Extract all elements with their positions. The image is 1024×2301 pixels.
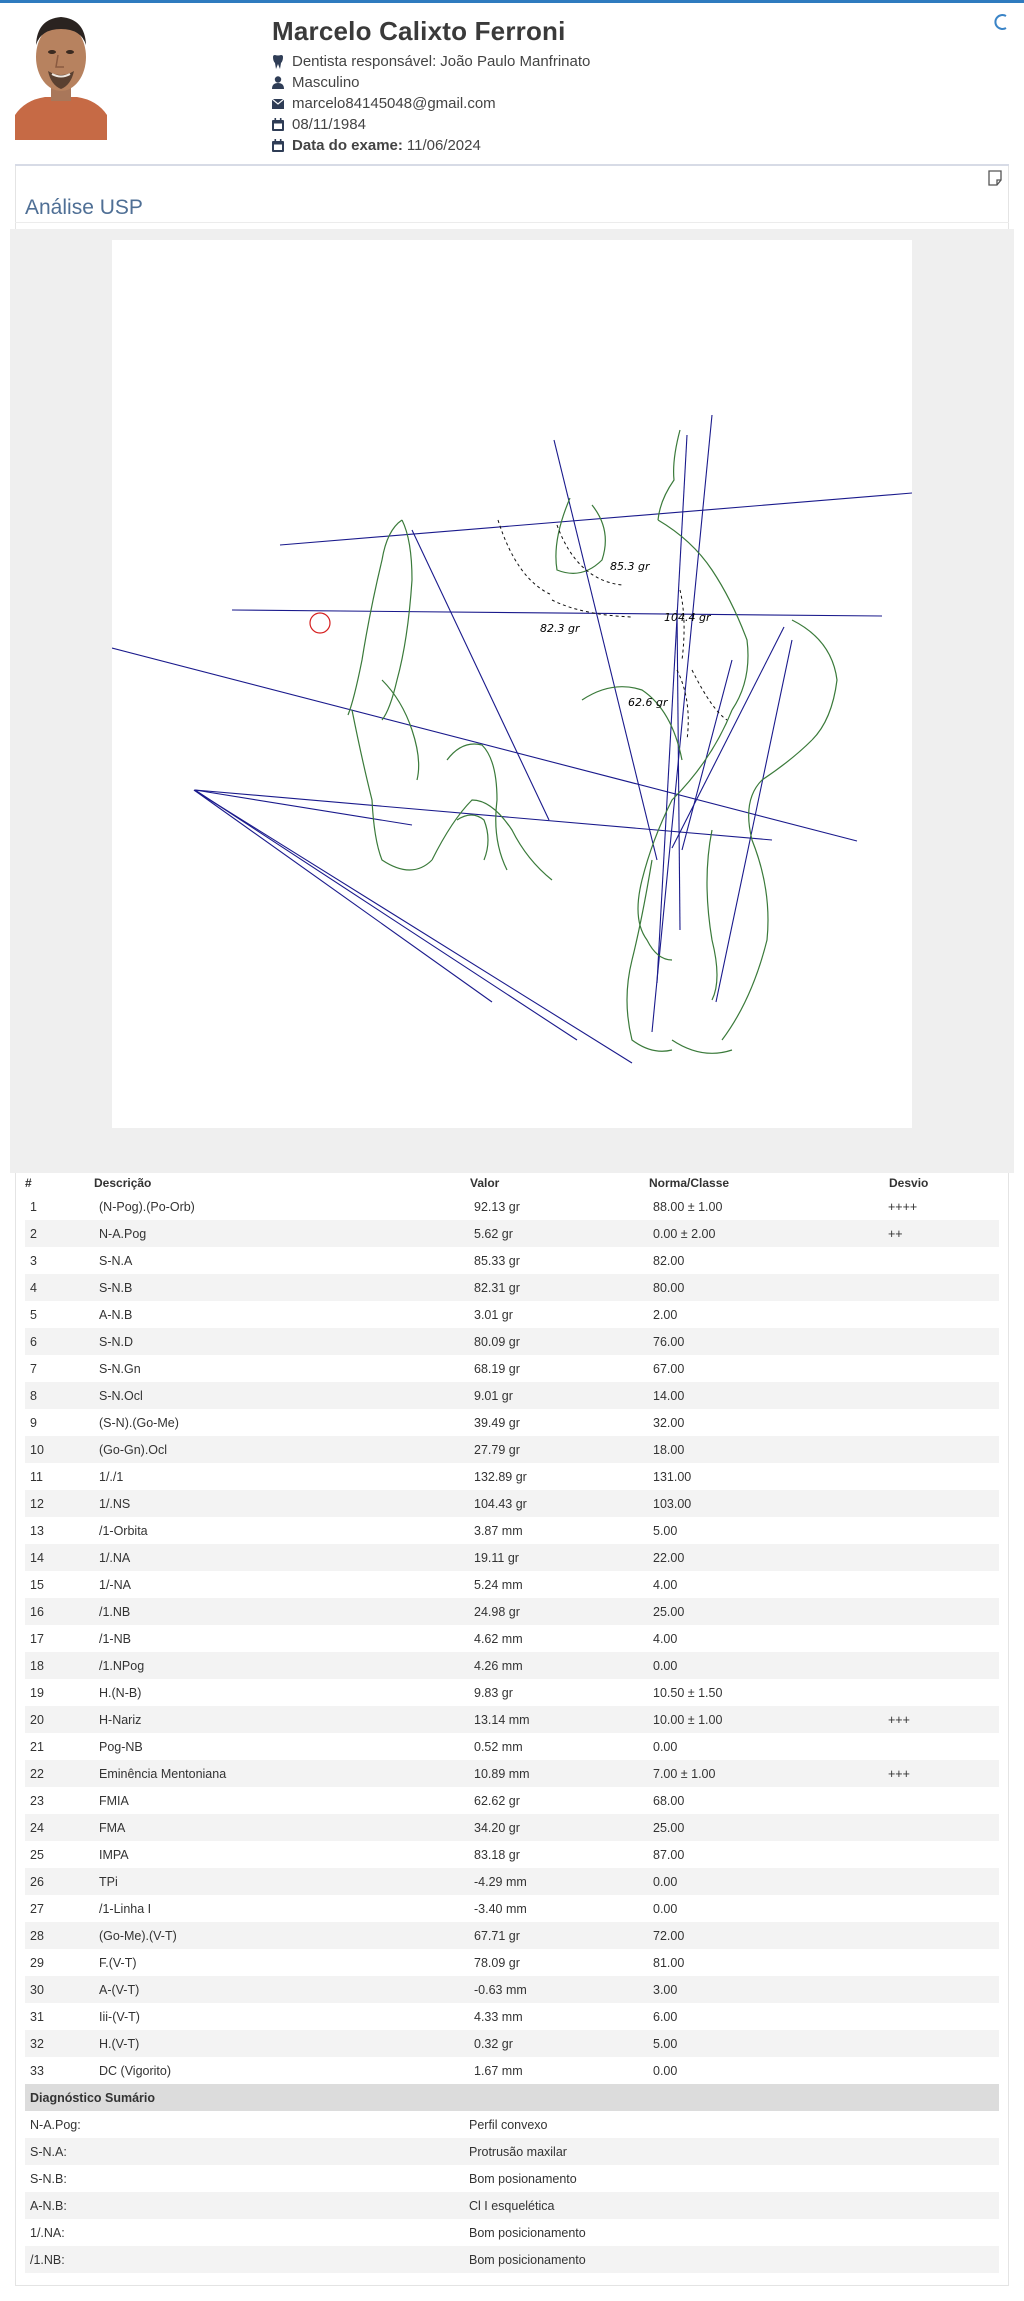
row-description: Pog-NB: [99, 1739, 143, 1754]
row-description: H-Nariz: [99, 1712, 142, 1727]
row-num: 14: [30, 1550, 44, 1565]
row-norm: 0.00: [653, 1658, 678, 1673]
row-norm: 0.00: [653, 1874, 678, 1889]
row-description: H.(N-B): [99, 1685, 142, 1700]
row-description: /1-Linha I: [99, 1901, 152, 1916]
row-num: 2: [30, 1226, 37, 1241]
diagnosis-measure: S-N.B:: [30, 2171, 67, 2186]
diagnosis-measure: /1.NB:: [30, 2252, 65, 2267]
row-num: 29: [30, 1955, 44, 1970]
row-norm: 14.00: [653, 1388, 685, 1403]
table-row: [25, 1733, 999, 1760]
row-value: 27.79 gr: [474, 1442, 520, 1457]
patient-email: marcelo84145048@gmail.com: [292, 95, 496, 112]
row-norm: 22.00: [653, 1550, 685, 1565]
calendar-icon: [272, 139, 290, 152]
row-value: 34.20 gr: [474, 1820, 520, 1835]
row-num: 4: [30, 1280, 37, 1295]
row-description: 1/.NA: [99, 1550, 131, 1565]
row-description: Eminência Mentoniana: [99, 1766, 227, 1781]
patient-sex: Masculino: [292, 74, 360, 91]
diagnosis-result: Bom posicionamento: [469, 2252, 586, 2267]
row-num: 27: [30, 1901, 44, 1916]
row-norm: 68.00: [653, 1793, 685, 1808]
table-row: [25, 1679, 999, 1706]
table-row: [25, 1382, 999, 1409]
row-description: A-N.B: [99, 1307, 133, 1322]
row-norm: 103.00: [653, 1496, 692, 1511]
row-description: TPi: [99, 1874, 118, 1889]
row-description: IMPA: [99, 1847, 129, 1862]
table-row: [25, 1841, 999, 1868]
row-value: 5.24 mm: [474, 1577, 523, 1592]
diagnosis-result: Bom posicionamento: [469, 2225, 586, 2240]
row-description: (Go-Me).(V-T): [99, 1928, 177, 1943]
dentist-line: [272, 51, 590, 72]
table-row: [25, 1922, 999, 1949]
tooth-icon: [272, 55, 290, 69]
row-value: 0.32 gr: [474, 2036, 513, 2051]
row-description: S-N.B: [99, 1280, 133, 1295]
row-value: 13.14 mm: [474, 1712, 530, 1727]
row-description: Iii-(V-T): [99, 2009, 140, 2024]
dentist-name: João Paulo Manfrinato: [440, 53, 591, 70]
row-num: 30: [30, 1982, 44, 1997]
patient-avatar: [15, 5, 107, 140]
row-description: /1.NB: [99, 1604, 131, 1619]
diagnosis-row: [25, 2165, 999, 2192]
diagnosis-body: [25, 2111, 999, 2273]
row-num: 12: [30, 1496, 44, 1511]
row-value: 9.83 gr: [474, 1685, 513, 1700]
sex-line: [272, 72, 590, 93]
diagnosis-row: [25, 2111, 999, 2138]
table-row: [25, 1895, 999, 1922]
row-num: 23: [30, 1793, 44, 1808]
cephalometric-tracing[interactable]: [112, 240, 912, 1128]
row-description: S-N.Gn: [99, 1361, 141, 1376]
row-value: 9.01 gr: [474, 1388, 513, 1403]
section-title: Análise USP: [25, 196, 143, 219]
row-value: -4.29 mm: [474, 1874, 527, 1889]
table-header: [25, 1173, 999, 1193]
row-num: 13: [30, 1523, 44, 1538]
header-norm: Norma/Classe: [649, 1176, 730, 1190]
edit-note-icon[interactable]: [988, 170, 1002, 186]
row-description: N-A.Pog: [99, 1226, 147, 1241]
diagnosis-measure: 1/.NA:: [30, 2225, 65, 2240]
row-description: (S-N).(Go-Me): [99, 1415, 179, 1430]
table-row: [25, 1220, 999, 1247]
row-value: 104.43 gr: [474, 1496, 527, 1511]
table-row: [25, 1463, 999, 1490]
row-norm: 80.00: [653, 1280, 685, 1295]
row-num: 22: [30, 1766, 44, 1781]
header-num: #: [25, 1176, 32, 1190]
diagnosis-result: Cl I esquelética: [469, 2198, 555, 2213]
row-num: 20: [30, 1712, 44, 1727]
row-value: 39.49 gr: [474, 1415, 520, 1430]
angle-label: 104.4 gr: [664, 611, 711, 624]
row-value: 83.18 gr: [474, 1847, 520, 1862]
measurements-table: [25, 1173, 999, 2273]
row-value: 85.33 gr: [474, 1253, 520, 1268]
row-description: FMA: [99, 1820, 126, 1835]
row-norm: 2.00: [653, 1307, 678, 1322]
row-norm: 0.00: [653, 1739, 678, 1754]
card-top-border: [15, 164, 1009, 166]
table-row: [25, 1247, 999, 1274]
row-value: 3.01 gr: [474, 1307, 513, 1322]
table-body: [25, 1193, 999, 2084]
row-description: /1-NB: [99, 1631, 131, 1646]
row-value: 68.19 gr: [474, 1361, 520, 1376]
row-num: 31: [30, 2009, 44, 2024]
row-value: 62.62 gr: [474, 1793, 520, 1808]
table-row: [25, 1274, 999, 1301]
row-value: 92.13 gr: [474, 1199, 520, 1214]
table-row: [25, 2003, 999, 2030]
row-norm: 82.00: [653, 1253, 685, 1268]
row-norm: 88.00 ± 1.00: [653, 1199, 723, 1214]
top-accent-bar: [0, 0, 1024, 3]
row-norm: 25.00: [653, 1604, 685, 1619]
table-row: [25, 1949, 999, 1976]
row-norm: 76.00: [653, 1334, 685, 1349]
table-row: [25, 1787, 999, 1814]
row-num: 24: [30, 1820, 44, 1835]
row-value: 10.89 mm: [474, 1766, 530, 1781]
table-row: [25, 2057, 999, 2084]
angle-label: 82.3 gr: [540, 622, 580, 635]
table-row: [25, 1517, 999, 1544]
row-num: 1: [30, 1199, 37, 1214]
row-norm: 0.00 ± 2.00: [653, 1226, 716, 1241]
row-value: 4.26 mm: [474, 1658, 523, 1673]
diagnosis-row: [25, 2219, 999, 2246]
row-norm: 10.00 ± 1.00: [653, 1712, 723, 1727]
table-row: [25, 1868, 999, 1895]
row-description: /1-Orbita: [99, 1523, 148, 1538]
row-num: 9: [30, 1415, 37, 1430]
exam-date: 11/06/2024: [406, 137, 481, 154]
row-deviation: +++: [888, 1766, 910, 1781]
header-value: Valor: [470, 1176, 500, 1190]
row-norm: 0.00: [653, 2063, 678, 2078]
row-value: 132.89 gr: [474, 1469, 527, 1484]
row-value: 5.62 gr: [474, 1226, 513, 1241]
row-num: 32: [30, 2036, 44, 2051]
row-value: 3.87 mm: [474, 1523, 523, 1538]
row-num: 11: [30, 1469, 43, 1484]
row-description: (N-Pog).(Po-Orb): [99, 1199, 195, 1214]
diagnosis-result: Protrusão maxilar: [469, 2144, 567, 2159]
angle-label: 62.6 gr: [628, 696, 668, 709]
row-description: H.(V-T): [99, 2036, 140, 2051]
row-deviation: ++++: [888, 1199, 918, 1214]
patient-name: Marcelo Calixto Ferroni: [272, 16, 566, 46]
row-description: S-N.A: [99, 1253, 133, 1268]
table-row: [25, 1706, 999, 1733]
user-icon: [272, 76, 290, 89]
row-value: -0.63 mm: [474, 1982, 527, 1997]
row-norm: 4.00: [653, 1577, 678, 1592]
row-description: A-(V-T): [99, 1982, 140, 1997]
row-description: S-N.D: [99, 1334, 134, 1349]
row-num: 3: [30, 1253, 37, 1268]
row-description: 1/./1: [99, 1469, 124, 1484]
row-value: 4.33 mm: [474, 2009, 523, 2024]
row-norm: 131.00: [653, 1469, 692, 1484]
row-num: 8: [30, 1388, 37, 1403]
diagnosis-result: Perfil convexo: [469, 2117, 548, 2132]
row-num: 7: [30, 1361, 37, 1376]
table-row: [25, 1193, 999, 1220]
row-description: S-N.Ocl: [99, 1388, 143, 1403]
table-row: [25, 1544, 999, 1571]
row-value: 4.62 mm: [474, 1631, 523, 1646]
diagnosis-measure: N-A.Pog:: [30, 2117, 81, 2132]
calendar-icon: [272, 118, 290, 131]
table-row: [25, 1652, 999, 1679]
row-norm: 7.00 ± 1.00: [653, 1766, 716, 1781]
diagnosis-result: Bom posionamento: [469, 2171, 577, 2186]
diagnosis-row: [25, 2246, 999, 2273]
row-norm: 3.00: [653, 1982, 678, 1997]
row-norm: 87.00: [653, 1847, 685, 1862]
row-norm: 5.00: [653, 1523, 678, 1538]
row-value: 80.09 gr: [474, 1334, 520, 1349]
row-norm: 25.00: [653, 1820, 685, 1835]
header-description: Descrição: [94, 1176, 152, 1190]
row-num: 15: [30, 1577, 44, 1592]
diagnosis-header: Diagnóstico Sumário: [25, 2084, 999, 2111]
table-row: [25, 1436, 999, 1463]
patient-info: [272, 16, 590, 156]
row-norm: 32.00: [653, 1415, 685, 1430]
row-description: /1.NPog: [99, 1658, 145, 1673]
row-num: 5: [30, 1307, 37, 1322]
row-description: DC (Vigorito): [99, 2063, 172, 2078]
patient-birthdate: 08/11/1984: [292, 116, 366, 133]
row-value: 82.31 gr: [474, 1280, 520, 1295]
landmark-circle[interactable]: [310, 613, 330, 633]
diagnosis-measure: A-N.B:: [30, 2198, 67, 2213]
table-row: [25, 1355, 999, 1382]
row-norm: 4.00: [653, 1631, 678, 1646]
table-row: [25, 1301, 999, 1328]
row-num: 26: [30, 1874, 44, 1889]
angle-label: 85.3 gr: [610, 560, 650, 573]
table-row: [25, 1490, 999, 1517]
table-row: [25, 1976, 999, 2003]
birthdate-line: [272, 114, 590, 135]
row-norm: 0.00: [653, 1901, 678, 1916]
row-deviation: +++: [888, 1712, 910, 1727]
row-norm: 6.00: [653, 2009, 678, 2024]
row-description: FMIA: [99, 1793, 129, 1808]
row-norm: 10.50 ± 1.50: [653, 1685, 723, 1700]
row-description: (Go-Gn).Ocl: [99, 1442, 168, 1457]
row-num: 10: [30, 1442, 44, 1457]
table-row: [25, 1409, 999, 1436]
row-value: -3.40 mm: [474, 1901, 527, 1916]
table-row: [25, 1814, 999, 1841]
exam-date-label: Data do exame:: [292, 137, 403, 154]
row-value: 24.98 gr: [474, 1604, 520, 1619]
table-row: [25, 2030, 999, 2057]
row-num: 33: [30, 2063, 44, 2078]
row-description: 1/.NS: [99, 1496, 131, 1511]
row-num: 6: [30, 1334, 37, 1349]
header-deviation: Desvio: [889, 1176, 929, 1190]
diagnosis-row: [25, 2138, 999, 2165]
row-value: 0.52 mm: [474, 1739, 523, 1754]
row-value: 78.09 gr: [474, 1955, 520, 1970]
row-norm: 18.00: [653, 1442, 685, 1457]
row-norm: 67.00: [653, 1361, 685, 1376]
exam-date-line: [272, 135, 590, 156]
row-num: 17: [30, 1631, 44, 1646]
row-num: 16: [30, 1604, 44, 1619]
row-value: 1.67 mm: [474, 2063, 523, 2078]
email-line: [272, 93, 590, 114]
row-norm: 72.00: [653, 1928, 685, 1943]
table-row: [25, 1328, 999, 1355]
row-value: 19.11 gr: [474, 1550, 519, 1565]
row-value: 67.71 gr: [474, 1928, 520, 1943]
table-row: [25, 1571, 999, 1598]
row-deviation: ++: [888, 1226, 903, 1241]
diagnosis-measure: S-N.A:: [30, 2144, 67, 2159]
row-norm: 81.00: [653, 1955, 685, 1970]
row-description: F.(V-T): [99, 1955, 137, 1970]
title-divider: [15, 222, 1009, 223]
row-norm: 5.00: [653, 2036, 678, 2051]
row-num: 28: [30, 1928, 44, 1943]
row-num: 25: [30, 1847, 44, 1862]
envelope-icon: [272, 99, 290, 109]
row-description: 1/-NA: [99, 1577, 131, 1592]
table-row: [25, 1598, 999, 1625]
row-num: 19: [30, 1685, 44, 1700]
table-row: [25, 1625, 999, 1652]
diagnosis-row: [25, 2192, 999, 2219]
refresh-icon[interactable]: [992, 12, 1012, 32]
row-num: 18: [30, 1658, 44, 1673]
row-num: 21: [30, 1739, 44, 1754]
table-row: [25, 1760, 999, 1787]
dentist-label: Dentista responsável:: [292, 53, 437, 70]
